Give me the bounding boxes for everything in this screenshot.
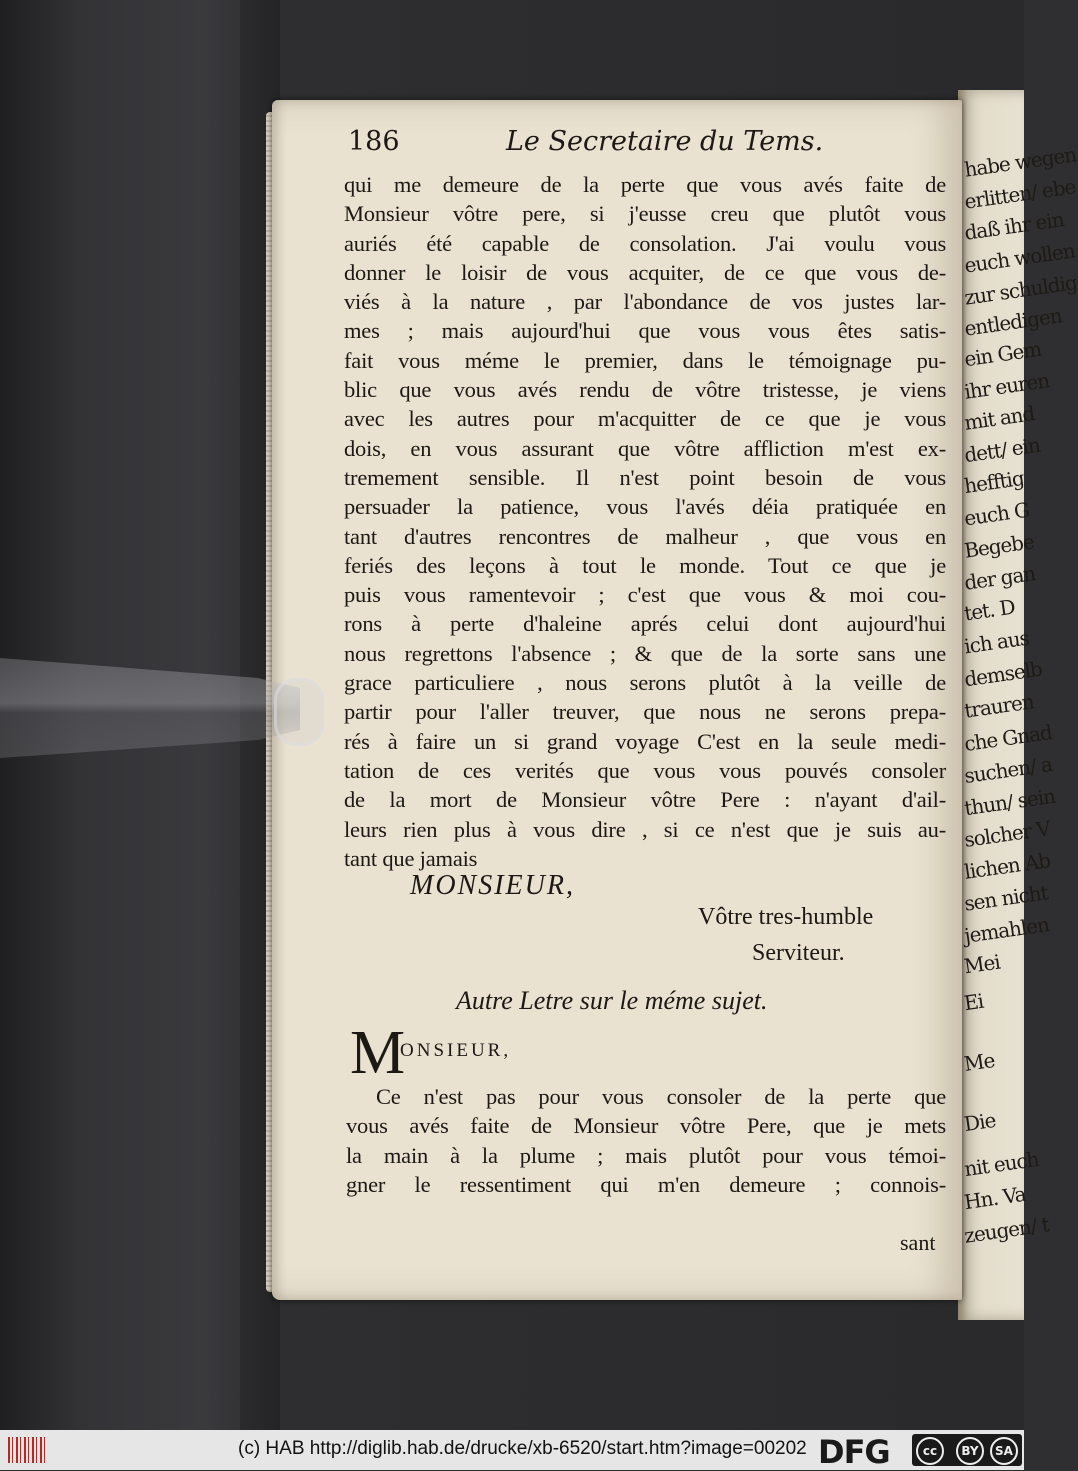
second-letter-body (346, 1082, 946, 1199)
text-line: rons à perte d'haleine aprés celui dont aujourd'hui (344, 611, 946, 637)
text-line: de la mort de Monsieur vôtre Pere : n'ayant d'ail- (344, 787, 946, 813)
text-line: puis vous ramentevoir ; c'est que vous & moi cou- (344, 582, 946, 608)
facing-page-fragment: tet. D (962, 594, 1017, 626)
facing-page-fragment: jemahlen (962, 912, 1051, 948)
section-title: Autre Letre sur le méme sujet. (456, 986, 768, 1015)
facing-page (958, 90, 1078, 1320)
letter-body (344, 170, 946, 873)
running-title: Le Secretaire du Tems. (506, 126, 824, 157)
facing-page-fragment: zeugen/ t (962, 1212, 1051, 1248)
page-clamp (0, 648, 320, 768)
facing-page-fragment: Hn. Va (962, 1181, 1027, 1215)
text-line: feriés des leçons à tout le monde. Tout ce que je (344, 552, 946, 578)
facing-page-fragment: ihr euren (962, 368, 1051, 404)
text-line: fait vous méme le premier, dans le témoignage pu- (344, 347, 946, 373)
facing-page-fragment: der gan (962, 561, 1037, 595)
facing-page-fragment: entledigen (962, 303, 1063, 341)
by-icon: BY (956, 1437, 984, 1465)
letter-opening: ONSIEUR, (400, 1040, 512, 1061)
text-line: leurs rien plus à vous dire , si ce n'est que je suis au- (344, 816, 946, 842)
facing-page-fragment: solcher V (962, 816, 1052, 852)
text-line: partir pour l'aller treuver, que nous ne serons prepa- (344, 699, 946, 725)
facing-page-fragment: Ei (962, 988, 985, 1016)
facing-page-fragment: trauren (962, 689, 1036, 723)
facing-page-fragment: Me (962, 1048, 996, 1076)
facing-page-fragment: che Gnad (962, 720, 1054, 756)
page-header (344, 126, 944, 166)
facing-page-fragment: sen nicht (962, 880, 1049, 916)
text-line: donner le loisir de vous acquiter, de ce que vous de- (344, 259, 946, 285)
cc-license-icon[interactable] (912, 1434, 1022, 1466)
viewer-footer (0, 1430, 1024, 1470)
text-line: viés à la nature , par l'abondance de vos justes lar- (344, 289, 946, 315)
facing-page-fragment: euch wollen (962, 238, 1076, 278)
text-line: blic que vous avés rendu de vôtre tristesse, je viens (344, 377, 946, 403)
facing-page-fragment: dett/ ein (962, 432, 1042, 468)
facing-page-fragment: zur schuldig (962, 270, 1078, 310)
facing-page-fragment: lichen Ab (962, 848, 1052, 884)
text-line: tation de ces verités que vous vous pouvés consoler (344, 757, 946, 783)
text-line: Monsieur vôtre pere, si j'eusse creu que plutôt vous (344, 201, 946, 227)
clamp-tip (274, 678, 324, 746)
facing-page-fragment: demselb (962, 656, 1044, 692)
sa-icon: SA (990, 1437, 1018, 1465)
text-line: gner le ressentiment qui m'en demeure ; connois- (346, 1171, 946, 1197)
text-line: nous regrettons l'absence ; & que de la sorte sans une (344, 640, 946, 666)
text-line: avec les autres pour m'acquitter de ce que je vous (344, 406, 946, 432)
hab-logo-icon (8, 1437, 48, 1463)
text-line: Ce n'est pas pour vous consoler de la perte que (376, 1084, 946, 1109)
facing-page-fragment: thun/ sein (962, 783, 1057, 821)
dfg-logo: DFG (818, 1433, 890, 1471)
facing-page-fragment: mit and (962, 401, 1036, 435)
facing-page-fragment: nit euch (962, 1146, 1040, 1182)
text-line: vous avés faite de Monsieur vôtre Pere, que je mets (346, 1113, 946, 1139)
facing-page-fragment: suchen/ a (962, 751, 1054, 789)
facing-page-fragment: habe wegen (962, 142, 1078, 182)
facing-page-fragment: euch G (962, 497, 1031, 531)
cc-icon: cc (916, 1437, 944, 1465)
facing-page-fragment: ich aus (962, 625, 1031, 659)
credit-link[interactable]: (c) HAB http://diglib.hab.de/drucke/xb-6520/start.htm?image=00202 (238, 1438, 807, 1459)
salutation: MONSIEUR, (410, 870, 575, 901)
clamp-blade (0, 658, 300, 758)
page-number: 186 (348, 126, 400, 157)
text-line: la main à la plume ; mais plutôt pour vous témoi- (346, 1142, 946, 1168)
facing-page-fragment: ein Gem (962, 336, 1043, 372)
text-line: auriés été capable de consolation. J'ai voulu vous (344, 230, 946, 256)
text-line: tremement sensible. Il n'est point besoin de vous (344, 464, 946, 490)
text-line: grace particuliere , nous serons plutôt à la veille de (344, 670, 946, 696)
facing-page-fragment: erlitten/ ebe (962, 174, 1077, 214)
text-line: tant que jamais (344, 845, 478, 871)
closing-line-2: Serviteur. (752, 940, 845, 966)
facing-page-fragment: hefftig (962, 465, 1026, 499)
facing-page-fragment: Die (962, 1107, 997, 1137)
text-line: rés à faire un si grand voyage C'est en la seule medi- (344, 728, 946, 754)
text-line: dois, en vous assurant que vôtre affliction m'est ex- (344, 435, 946, 461)
drop-cap: M (350, 1019, 406, 1087)
text-line: qui me demeure de la perte que vous avés faite de (344, 172, 946, 197)
facing-page-fragment: Mei (962, 949, 1002, 979)
catchword: sant (900, 1230, 936, 1255)
facing-page-fragment: Begebe (962, 529, 1036, 563)
text-line: persuader la patience, vous l'avés déia pratiquée en (344, 494, 946, 520)
facing-page-fragment: daß ihr ein (962, 207, 1065, 245)
text-line: mes ; mais aujourd'hui que vous vous êtes satis- (344, 318, 946, 344)
closing-line-1: Vôtre tres-humble (698, 904, 874, 930)
text-line: tant d'autres rencontres de malheur , que vous en (344, 523, 946, 549)
